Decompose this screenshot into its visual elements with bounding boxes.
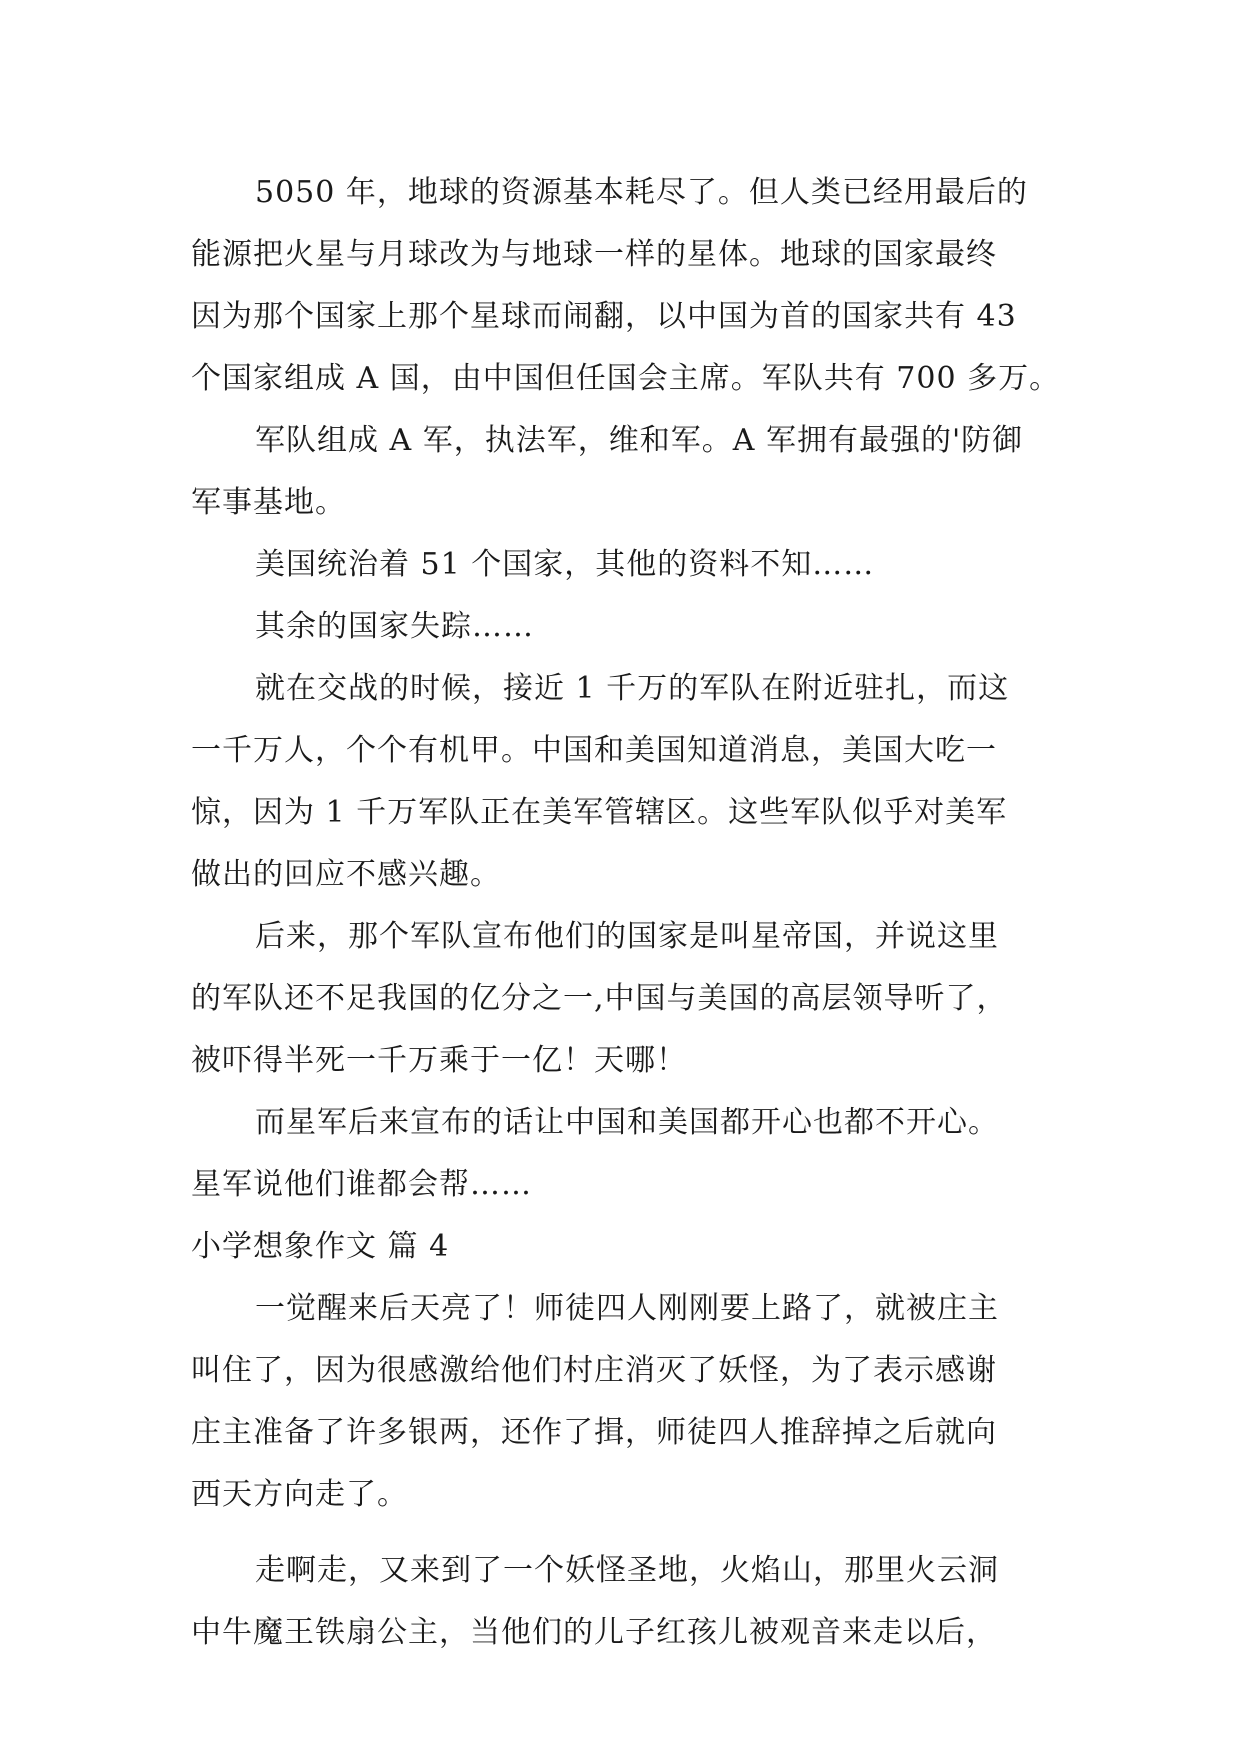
paragraph-line: 惊，因为 1 千万军队正在美军管辖区。这些军队似乎对美军: [191, 795, 1008, 830]
paragraph-line: 5050 年，地球的资源基本耗尽了。但人类已经用最后的: [255, 175, 1028, 210]
paragraph-line: 军事基地。: [191, 485, 346, 520]
paragraph-line: 就在交战的时候，接近 1 千万的军队在附近驻扎，而这: [255, 671, 1010, 706]
document-body: [191, 162, 1071, 1664]
paragraph-line: 个国家组成 A 国，由中国但任国会主席。军队共有 700 多万。: [191, 361, 1061, 396]
paragraph-line: 做出的回应不感兴趣。: [191, 857, 501, 892]
paragraph-line: 中牛魔王铁扇公主，当他们的儿子红孩儿被观音来走以后，: [191, 1615, 997, 1650]
paragraph-line: 庄主准备了许多银两，还作了揖，师徒四人推辞掉之后就向: [191, 1415, 997, 1450]
paragraph-line: 走啊走，又来到了一个妖怪圣地，火焰山，那里火云洞: [255, 1553, 999, 1588]
paragraph-line: 美国统治着 51 个国家，其他的资料不知……: [255, 547, 875, 582]
section-heading: 小学想象作文 篇 4: [191, 1229, 450, 1264]
paragraph-line: 能源把火星与月球改为与地球一样的星体。地球的国家最终: [191, 237, 997, 272]
paragraph-line: 一千万人，个个有机甲。中国和美国知道消息，美国大吃一: [191, 733, 997, 768]
paragraph-gap: [191, 1526, 1071, 1540]
paragraph-line: 后来，那个军队宣布他们的国家是叫星帝国，并说这里: [255, 919, 999, 954]
paragraph-line: 军队组成 A 军，执法军，维和军。A 军拥有最强的'防御: [255, 423, 1024, 458]
paragraph-line: 一觉醒来后天亮了！师徒四人刚刚要上路了，就被庄主: [255, 1291, 999, 1326]
paragraph-line: 叫住了，因为很感激给他们村庄消灭了妖怪，为了表示感谢: [191, 1353, 997, 1388]
paragraph-line: 西天方向走了。: [191, 1477, 408, 1512]
paragraph-line: 而星军后来宣布的话让中国和美国都开心也都不开心。: [255, 1105, 999, 1140]
paragraph-line: 因为那个国家上那个星球而闹翻，以中国为首的国家共有 43: [191, 299, 1017, 334]
paragraph-line: 被吓得半死一千万乘于一亿！天哪！: [191, 1043, 687, 1078]
paragraph-line: 的军队还不足我国的亿分之一,中国与美国的高层领导听了，: [191, 981, 1008, 1016]
paragraph-line: 其余的国家失踪……: [255, 609, 534, 644]
paragraph-line: 星军说他们谁都会帮……: [191, 1167, 532, 1202]
